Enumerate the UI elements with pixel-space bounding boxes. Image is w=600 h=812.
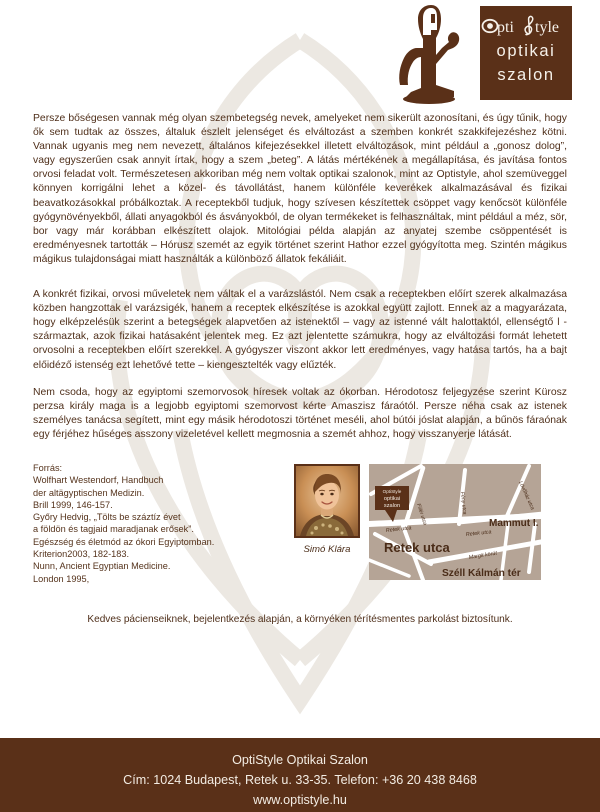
parking-note: Kedves pácienseiknek, bejelentkezés alapján, a környéken térítésmentes parkolást biztosítunk.	[87, 613, 513, 625]
page-header	[0, 0, 600, 112]
source-line: der altägyptischen Medizin.	[33, 487, 145, 498]
svg-text:pti: pti	[497, 19, 514, 36]
map-label-szell-kalman-ter: Széll Kálmán tér	[442, 567, 521, 579]
map-label-feny-utca: Fény utca	[459, 491, 468, 515]
source-line: Brill 1999, 146-157.	[33, 499, 113, 510]
source-line: a földön és tagjaid maradjanak erősek”.	[33, 524, 194, 535]
svg-text:OptiStyle: OptiStyle	[382, 488, 402, 494]
brand-logo	[480, 6, 572, 100]
footer-business-name: OptiStyle Optikai Szalon	[232, 753, 368, 767]
sources-block	[33, 462, 285, 585]
egyptian-seated-scribe-icon	[390, 2, 468, 106]
map-label-mammut: Mammut I.	[489, 517, 539, 529]
map-label-lovohaz-utca: Lövőház utca	[517, 480, 536, 511]
source-line: Wolfhart Westendorf, Handbuch	[33, 475, 164, 486]
map-block	[369, 462, 567, 580]
source-line: Nunn, Ancient Egyptian Medicine.	[33, 561, 171, 572]
source-line: Kriterion2003, 182-183.	[33, 549, 130, 560]
location-map[interactable]	[369, 464, 541, 580]
map-label-retek-utca: Retek utca	[384, 539, 450, 555]
footer-website[interactable]: www.optistyle.hu	[253, 793, 347, 807]
article-paragraph: A konkrét fizikai, orvosi műveletek nem váltak el a varázslástól. Nem csak a receptekben előírt szerek alkalmazása közben hangzottak el varázsigék, hanem a receptek elkészítése is azokkal együtt zajlott. Ennek az a magyarázata, hogy elképzelésük szerint a betegségek alapvetően az istenektől – vagy az istenné vált halottaktól, ellenségtő l - származtak, azok fizikai hatásaként jelentek meg. Ez azt jelentette számukra, hogy az elváltozási formát lehetett orvosolni a receptekben előírt szerekkel. A gyógyszer viszont akkor lett eredményes, vagy hatása tartós, ha a bajt előidéző istenség ezt lehetővé tette – kiengesztelték vagy elűzték.	[33, 289, 567, 371]
portrait-block	[285, 462, 369, 555]
portrait-photo	[294, 464, 360, 538]
article-paragraph: Persze bőségesen vannak még olyan szembetegség nevek, amelyeket nem sikerült azonosítani, és úgy tűnik, hogy ők sem tudtak az összes, általuk észlelt jelenséget és elváltozást a szemben konkrét szakkifejezéshez kötni. Vannak ugyanis meg nem nevezett, általános kifejezésekkel illetett elváltozások, mint például a „gonosz dolog”, vagy egyszerűen csak annyit írtak, hogy a szem „beteg”. A látás mértékének a megállapítása, és javítása fontos orvosi feladat volt. Természetesen akkoriban még nem voltak optikai szalonok, mint az Optistyle, ahol szemüveggel könnyen korrigálni lehet a közel- és távollátást, hanem különféle keverékek alkalmazásával és fizikai beavatkozásokkal próbálkoztak. A receptekből tudjuk, hogy szívesen készítettek csöppet vagy kenőcsöt különféle gyógynövényekből, állati anyagokból és ásványokból, de olyan termékeket is felhasználtak, mint például a méz, sör, bor vagy már korábban elkészített olajok. Mitológiai példa alapján az anyatej szembe csöppentését is eredményesnek tartották – Hórusz szemét az egyik történet szerint Hathor ezzel gyógyította meg. Szintén mágikus mágikus tulajdonságai miatt használták a különböző állatok fekáliáit.	[33, 113, 567, 265]
brand-logo-line-optikai: optikai	[496, 42, 556, 60]
portrait-caption: Simó Klára	[303, 543, 351, 555]
footer-address: Cím: 1024 Budapest, Retek u. 33-35. Telefon: +36 20 438 8468	[123, 773, 477, 787]
map-label-retek-utca-small-right: Retek utca	[465, 529, 492, 538]
svg-text:tyle: tyle	[535, 19, 559, 36]
eye-icon	[483, 20, 498, 32]
article-paragraph: Nem csoda, hogy az egyiptomi szemorvosok híresek voltak az ókorban. Hérodotosz feljegyzése szerint Kürosz perzsa király maga is a legjobb egyiptomi szemorvost kérte Amaszisz fáraótól. Persze néha csak az istenek személyes tanácsa segített, mint egy másik hérodotoszi történet meséli, ahol bútói jóslat alapján, a bűnös fáraónak egy férjéhez hűséges asszony vizeletével kellett megmosnia a szemét ahhoz, hogy visszanyerje látását.	[33, 386, 567, 440]
brand-logo-optistyle-wordmark	[480, 15, 572, 37]
map-label-margit-korut: Margit körút	[468, 550, 498, 561]
treble-clef-icon	[525, 16, 533, 34]
map-label-retek-utca-small-left: Retek utca	[385, 525, 412, 534]
map-label-filler-utca: Fillér utca	[415, 502, 428, 526]
lower-panel	[0, 462, 600, 585]
svg-text:szalon: szalon	[383, 502, 401, 509]
sources-heading: Forrás:	[33, 462, 63, 473]
page-footer	[0, 738, 600, 812]
svg-text:optikai: optikai	[383, 495, 401, 502]
article-body	[0, 112, 600, 442]
brand-logo-line-szalon: szalon	[497, 66, 555, 84]
source-line: Győry Hedvig, „Tölts be száztíz évet	[33, 512, 181, 523]
source-line: London 1995,	[33, 573, 90, 584]
source-line: Egészség és életmód az ókori Egyiptomban.	[33, 536, 215, 547]
